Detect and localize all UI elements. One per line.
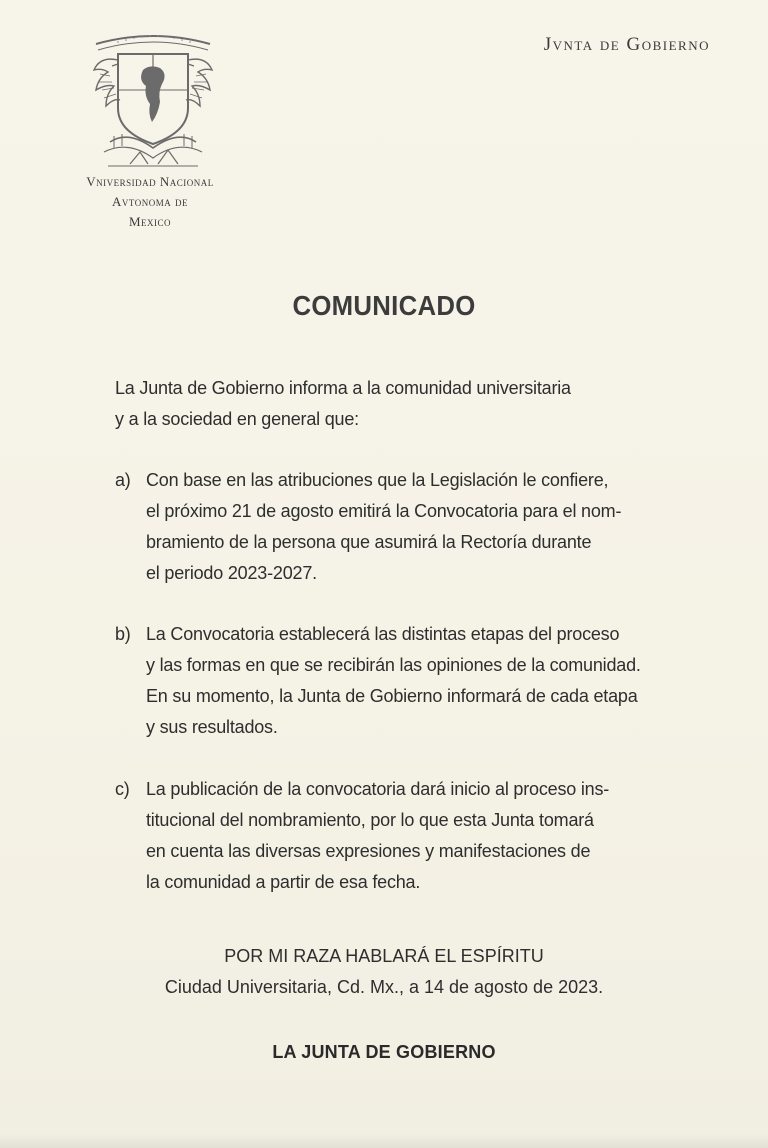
list-item-line: y las formas en que se recibirán las opiniones de la comunidad. [146,655,641,675]
document-title: COMUNICADO [292,290,476,321]
list-item-line: titucional del nombramiento, por lo que esta Junta tomará [146,810,594,830]
list-item-text [146,619,656,743]
list-item-a [115,465,675,589]
list-item-line: y sus resultados. [146,717,278,737]
list-item-text [146,465,656,589]
list-marker: a) [115,470,131,490]
list-marker: b) [115,624,131,644]
university-name-line-3: Mexico [128,214,172,229]
page-bottom-edge [0,1134,768,1148]
list-marker: c) [115,779,130,799]
university-name-line-2: Avtonoma de [112,194,188,209]
list-item-line: el próximo 21 de agosto emitirá la Convocatoria para el nom- [146,501,622,521]
unam-seal-icon [88,30,218,170]
list-item-line: Con base en las atribuciones que la Legislación le confiere, [146,470,609,490]
list-item-line: La Convocatoria establecerá las distintas etapas del proceso [146,624,620,644]
intro-line: y a la sociedad en general que: [115,409,359,429]
signature: LA JUNTA DE GOBIERNO [272,1042,496,1062]
university-name [40,172,260,232]
list-item-line: La publicación de la convocatoria dará inicio al proceso ins- [146,779,610,799]
list-item-line: en cuenta las diversas expresiones y manifestaciones de [146,841,591,861]
list-item-line: el periodo 2023-2027. [146,563,317,583]
list-item-line: bramiento de la persona que asumirá la Rectoría durante [146,532,592,552]
intro-line: La Junta de Gobierno informa a la comunidad universitaria [115,378,571,398]
list-item-text [146,774,656,898]
place-and-date: Ciudad Universitaria, Cd. Mx., a 14 de agosto de 2023. [164,977,604,997]
list-item-b [115,619,675,743]
university-name-line-1: Vniversidad Nacional [86,174,214,189]
intro-paragraph [115,373,675,435]
junta-header-label: Jvnta de Gobierno [543,34,710,55]
list-item-line: la comunidad a partir de esa fecha. [146,872,421,892]
list-item-line: En su momento, la Junta de Gobierno informará de cada etapa [146,686,638,706]
list-item-c [115,774,675,898]
university-motto: POR MI RAZA HABLARÁ EL ESPÍRITU [224,946,544,966]
